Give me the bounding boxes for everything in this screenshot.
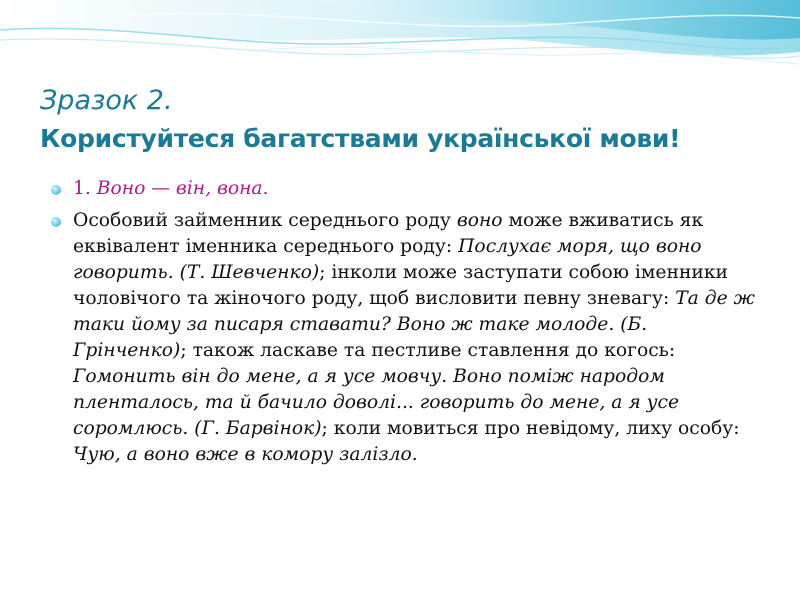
slide-title (40, 82, 780, 158)
bullet-2-segment: Та де ж таки йому за писаря ставати? Воно ж таке молоде. (Б. Грінченко) (73, 288, 755, 361)
bullet-2-segment: воно (456, 210, 503, 231)
bullet-2-segment: Чую, а воно вже в комору залізло (73, 444, 412, 465)
title-line-2: Користуйтеся багатствами української мови! (40, 124, 681, 153)
bullet-item-1 (48, 176, 760, 202)
bullet-2-segment: ; інколи може заступати собою іменники чоловічого та жіночого роду, щоб висловити певну зневагу: (73, 262, 728, 309)
bullet-2-segment: ; коли мовиться про невідому, лиху особу: (321, 418, 740, 439)
bullet-2-segment: ; також ласкаве та пестливе ставлення до когось: (180, 340, 676, 361)
bullet-2-segment: . (411, 444, 418, 465)
bullet-number: 1. (73, 178, 91, 199)
bullet-2-segment: Послухає моря, що воно говорить. (Т. Шевченко) (73, 236, 702, 283)
bullet-dot-icon (51, 185, 61, 195)
bullet-1-text: Воно — він, вона. (96, 178, 269, 199)
bullet-item-2 (48, 208, 760, 468)
bullet-2-segment: може вживатись як еквівалент іменника середнього роду: (73, 210, 704, 257)
header-wave-decoration (0, 0, 800, 80)
bullet-2-segment: Гомонить він до мене, а я усе мовчу. Воно поміж народом пленталось, та й бачило доволі... говорить до мене, а я усе соромлюсь. (Г. Барвінок) (73, 366, 680, 439)
content-list (48, 176, 760, 468)
title-line-1: Зразок 2. (40, 85, 173, 116)
bullet-dot-icon (51, 217, 61, 227)
bullet-2-segment: Особовий займенник середнього роду (73, 210, 457, 231)
